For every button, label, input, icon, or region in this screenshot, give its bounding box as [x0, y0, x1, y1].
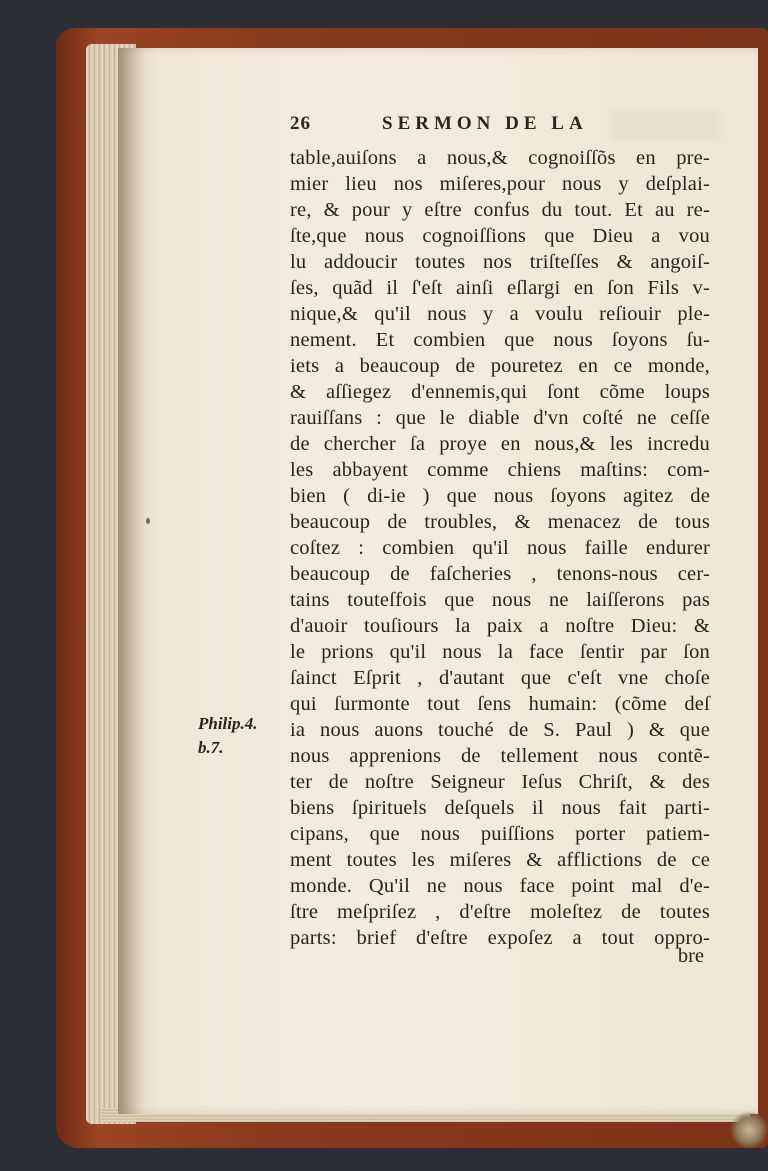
- text-line: qui ſurmonte tout ſens humain: (cõme deſ: [290, 693, 710, 715]
- text-line: d'auoir touſiours la paix a noſtre Dieu: &: [290, 615, 710, 637]
- text-line: le prions qu'il nous la face ſentir par ſon: [290, 641, 710, 663]
- text-line: rauiſſans : que le diable d'vn coſté ne ceſſe: [290, 407, 710, 429]
- gutter-shadow: [118, 48, 144, 1114]
- text-line: cipans, que nous puiſſions porter patiem-: [290, 823, 710, 845]
- text-line: ſte,que nous cognoiſſions que Dieu a vou: [290, 225, 710, 247]
- text-line: iets a beaucoup de pouretez en ce monde,: [290, 355, 710, 377]
- text-line: biens ſpirituels deſquels il nous fait parti-: [290, 797, 710, 819]
- text-line: tains touteſfois que nous ne laiſſerons pas: [290, 589, 710, 611]
- text-line: ſes, quãd il ſ'eſt ainſi eſlargi en ſon Fils v-: [290, 277, 710, 299]
- text-line: mier lieu nos miſeres,pour nous y deſplai-: [290, 173, 710, 195]
- marginal-note-line: Philip.4.: [198, 714, 258, 733]
- text-line: bien ( di-ie ) que nous ſoyons agitez de: [290, 485, 710, 507]
- text-line: ſainct Eſprit , d'autant que c'eſt vne choſe: [290, 667, 710, 689]
- text-line: & aſſiegez d'ennemis,qui ſont cõme loups: [290, 381, 710, 403]
- running-title: SERMON DE LA: [382, 113, 588, 134]
- text-line: ment toutes les miſeres & afflictions de ce: [290, 849, 710, 871]
- ink-speck: [146, 518, 150, 524]
- text-line: beaucoup de faſcheries , tenons-nous cer-: [290, 563, 710, 585]
- text-line: coſtez : combien qu'il nous faille endurer: [290, 537, 710, 559]
- body-text: [290, 145, 710, 951]
- text-line: parts: brief d'eſtre expoſez a tout oppro-: [290, 927, 710, 949]
- text-line: ter de noſtre Seigneur Ieſus Chriſt, & des: [290, 771, 710, 793]
- text-line: ia nous auons touché de S. Paul ) & que: [290, 719, 710, 741]
- text-line: les abbayent comme chiens maſtins: com-: [290, 459, 710, 481]
- text-line: nique,& qu'il nous y a voulu reſiouir ple-: [290, 303, 710, 325]
- marginal-note: [198, 712, 288, 760]
- catchword: bre: [677, 945, 704, 967]
- text-line: lu addoucir toutes nos triſteſſes & angoiſ-: [290, 251, 710, 273]
- text-line: de chercher ſa proye en nous,& les incredu: [290, 433, 710, 455]
- text-line: nous apprenions de tellement nous contẽ-: [290, 745, 710, 767]
- text-line: nement. Et combien que nous ſoyons ſu-: [290, 329, 710, 351]
- text-line: monde. Qu'il ne nous face point mal d'e-: [290, 875, 710, 897]
- running-head: [290, 113, 710, 141]
- text-line: table,auiſons a nous,& cognoiſſõs en pre-: [290, 147, 710, 169]
- text-line: beaucoup de troubles, & menacez de tous: [290, 511, 710, 533]
- text-line: re, & pour y eſtre confus du tout. Et au re-: [290, 199, 710, 221]
- marginal-note-line: b.7.: [198, 738, 224, 757]
- text-line: ſtre meſpriſez , d'eſtre moleſtez de toutes: [290, 901, 710, 923]
- corner-wear: [730, 1110, 768, 1150]
- page-number: 26: [290, 113, 311, 134]
